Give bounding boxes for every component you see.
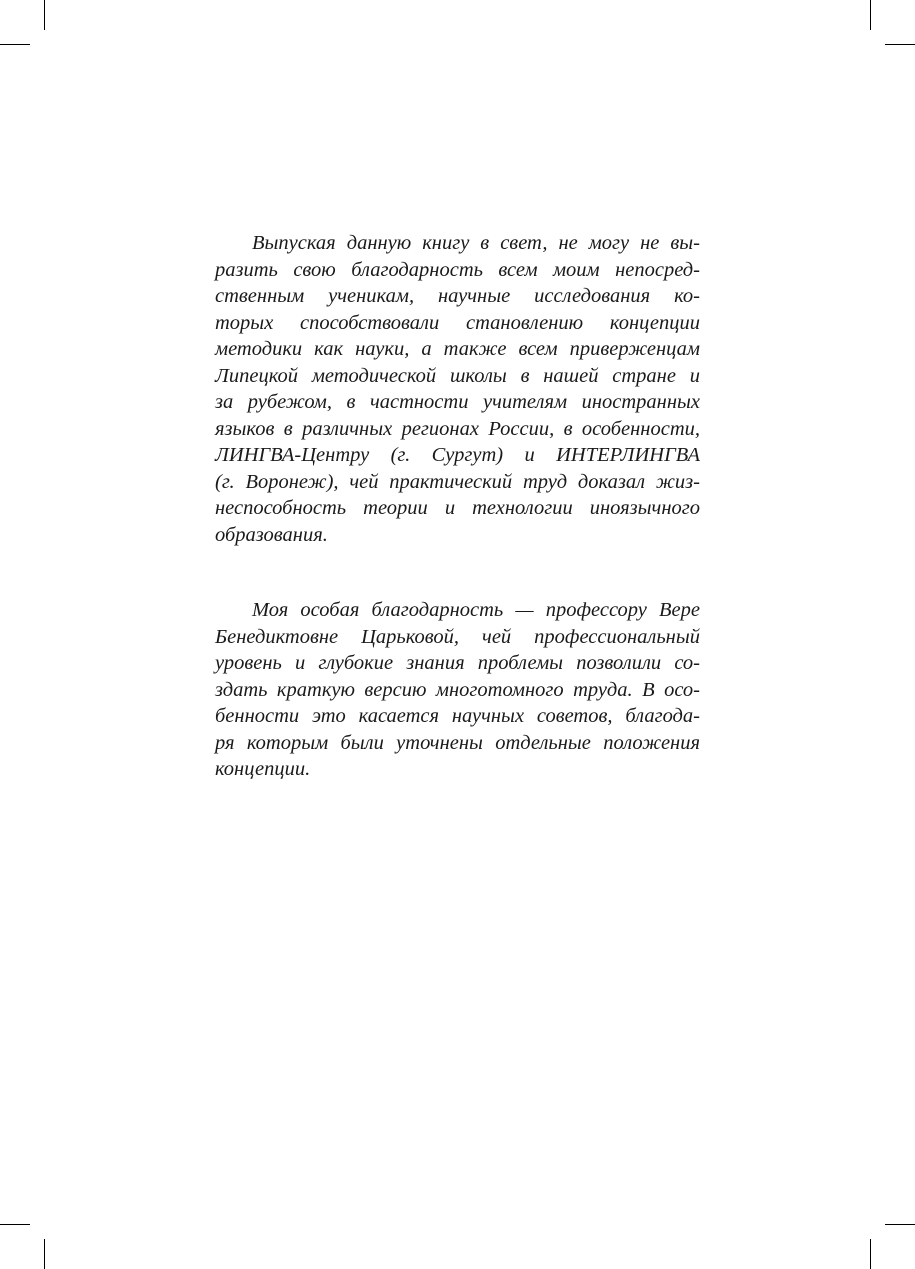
text-line: концепции. xyxy=(215,758,311,780)
text-line: Липецкой методической школы в нашей стране и xyxy=(215,364,700,387)
crop-mark-top-right-vertical xyxy=(870,0,871,30)
text-line: (г. Воронеж), чей практический труд доказал жиз- xyxy=(215,470,700,493)
text-line: ственным ученикам, научные исследования ко- xyxy=(215,285,700,307)
crop-mark-bottom-left-horizontal xyxy=(0,1224,30,1225)
acknowledgement-paragraph-1 xyxy=(215,230,700,548)
text-line: бенности это касается научных советов, благода- xyxy=(215,705,700,727)
crop-mark-bottom-right-horizontal xyxy=(885,1224,915,1225)
text-line: торых способствовали становлению концепции xyxy=(215,311,700,334)
text-line: здать краткую версию многотомного труда. В осо- xyxy=(215,678,700,701)
text-line: Моя особая благодарность — профессору Вере xyxy=(252,599,700,621)
crop-mark-top-right-horizontal xyxy=(885,44,915,45)
text-line: неспособность теории и технологии иноязычного xyxy=(215,497,700,519)
acknowledgement-paragraph-2 xyxy=(215,597,700,783)
text-line: языков в различных регионах России, в особенности, xyxy=(215,417,700,440)
text-line: ря которым были уточнены отдельные положения xyxy=(215,731,700,754)
text-line: образования. xyxy=(215,523,328,546)
text-line: за рубежом, в частности учителям иностранных xyxy=(215,391,700,413)
text-line: Выпуская данную книгу в свет, не могу не вы- xyxy=(252,232,700,254)
text-line: разить свою благодарность всем моим непосред- xyxy=(215,258,700,281)
text-line: Бенедиктовне Царьковой, чей профессиональный xyxy=(215,625,700,648)
crop-mark-top-left-horizontal xyxy=(0,44,30,45)
text-line: уровень и глубокие знания проблемы позволили со- xyxy=(215,652,700,674)
crop-mark-bottom-right-vertical xyxy=(870,1239,871,1269)
crop-mark-bottom-left-vertical xyxy=(44,1239,45,1269)
text-line: ЛИНГВА-Центру (г. Сургут) и ИНТЕРЛИНГВА xyxy=(215,444,700,466)
text-line: методики как науки, а также всем приверженцам xyxy=(215,338,700,360)
crop-mark-top-left-vertical xyxy=(44,0,45,30)
